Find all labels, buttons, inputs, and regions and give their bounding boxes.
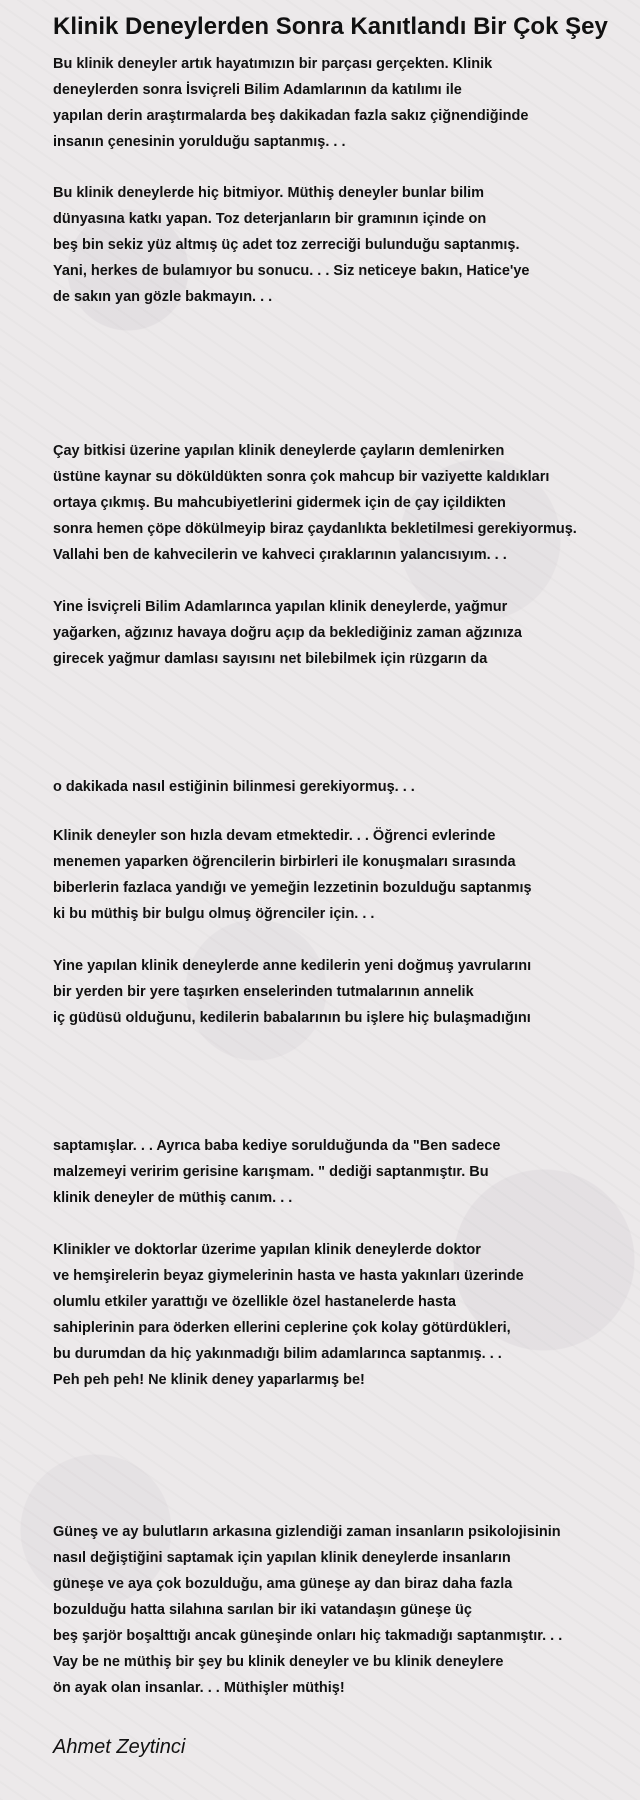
- stanza-4: Yine İsviçreli Bilim Adamlarınca yapılan klinik deneylerde, yağmur yağarken, ağzınız havaya doğru açıp da beklediğiniz zaman ağzınıza girecek yağmur damlası sayısını net bilebilmek için rüzgarın da: [53, 599, 522, 667]
- stanza-7: Yine yapılan klinik deneylerde anne kedilerin yeni doğmuş yavrularını bir yerden bir yere taşırken enselerinden tutmalarının annelik iç güdüsü olduğunu, kedilerin babalarının bu işlere hiç bulaşmadığını: [53, 958, 532, 1026]
- stanza-6: Klinik deneyler son hızla devam etmektedir. . . Öğrenci evlerinde menemen yaparken öğrencilerin birbirleri ile konuşmaları sırasında biberlerin fazlaca yandığı ve yemeğin lezzetinin bozulduğu saptanmış ki bu müthiş bir bulgu olmuş öğrenciler için. . .: [53, 828, 532, 922]
- stanza-5: o dakikada nasıl estiğinin bilinmesi gerekiyormuş. . .: [53, 779, 415, 795]
- author-name: Ahmet Zeytinci: [53, 1736, 186, 1758]
- stanza-2: Bu klinik deneylerde hiç bitmiyor. Müthiş deneyler bunlar bilim dünyasına katkı yapan. Toz deterjanların bir gramının içinde on beş bin sekiz yüz altmış üç adet toz zerreciği bulunduğu saptanmış. Yani, herkes de bulamıyor bu sonucu. . . Siz neticeye bakın, Hatice'ye de sakın yan gözle bakmayın. . .: [53, 185, 530, 305]
- stanza-9: Klinikler ve doktorlar üzerime yapılan klinik deneylerde doktor ve hemşirelerin beyaz giymelerinin hasta ve hasta yakınları üzerinde olumlu etkiler yarattığı ve özellikle özel hastanelerde hasta sahiplerinin para öderken ellerini ceplerine çok kolay götürdükleri, bu durumdan da hiç yakınmadığı bilim adamlarınca saptanmış. . . Peh peh peh! Ne klinik deney yaparlarmış be!: [53, 1242, 524, 1388]
- poem-title: Klinik Deneylerden Sonra Kanıtlandı Bir Çok Şey: [53, 13, 608, 40]
- stanza-1: Bu klinik deneyler artık hayatımızın bir parçası gerçekten. Klinik deneylerden sonra İsviçreli Bilim Adamlarının da katılımı ile yapılan derin araştırmalarda beş dakikadan fazla sakız çiğnendiğinde insanın çenesinin yorulduğu saptanmış. . .: [53, 56, 529, 150]
- stanza-8: saptamışlar. . . Ayrıca baba kediye sorulduğunda da "Ben sadece malzemeyi veririm gerisine karışmam. " dediği saptanmıştır. Bu klinik deneyler de müthiş canım. . .: [53, 1138, 501, 1206]
- stanza-10: Güneş ve ay bulutların arkasına gizlendiği zaman insanların psikolojisinin nasıl değiştiğini saptamak için yapılan klinik deneylerde insanların güneşe ve aya çok bozulduğu, ama güneşe ay dan biraz daha fazla bozulduğu hatta silahına sarılan bir iki vatandaşın güneşe üç beş şarjör boşalttığı ancak güneşinde onları hiç takmadığı saptanmıştır. . . Vay be ne müthiş bir şey bu klinik deneyler ve bu klinik deneylere ön ayak olan insanlar. . . Müthişler müthiş!: [53, 1524, 563, 1696]
- stanza-3: Çay bitkisi üzerine yapılan klinik deneylerde çayların demlenirken üstüne kaynar su döküldükten sonra çok mahcup bir vaziyette kaldıkları ortaya çıkmış. Bu mahcubiyetlerini gidermek için de çay içildikten sonra hemen çöpe dökülmeyip biraz çaydanlıkta bekletilmesi gerekiyormuş. Vallahi ben de kahvecilerin ve kahveci çıraklarının yalancısıyım. . .: [53, 443, 577, 563]
